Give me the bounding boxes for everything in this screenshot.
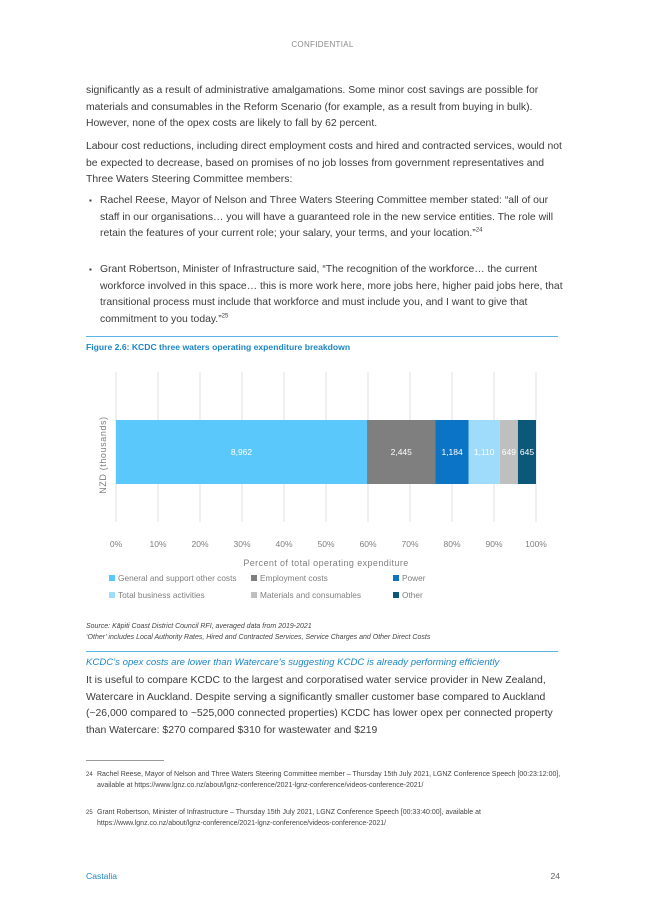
legend-label: Materials and consumables: [260, 590, 361, 600]
footnote-24: [86, 770, 562, 791]
data-label: 8,962: [230, 447, 253, 457]
chart-x-ticks: [110, 539, 547, 549]
callout-heading: KCDC’s opex costs are lower than Watercare’s suggesting KCDC is already performing efficiently: [86, 657, 500, 668]
legend-swatch: [251, 575, 257, 581]
paragraph-2: Labour cost reductions, including direct employment costs and hired and contracted services, would not be expected to decrease, based on promises of no job losses from government representatives and Three Waters Steering Committee members:: [86, 141, 562, 185]
figure-source: Source: Kāpiti Coast District Council RFI, averaged data from 2019-2021: [86, 623, 312, 630]
paragraph-3: It is useful to compare KCDC to the largest and corporatised water service provider in New Zealand, Watercare in Auckland. Despite serving a significantly smaller customer base compared to Auckland (~26,000 compared to ~525,000 connected properties) KCDC has lower opex per connected property than Watercare: $270 compared $310 for wastewater and $219: [86, 675, 553, 736]
bullet-item-1: [89, 193, 564, 243]
legend-swatch: [109, 592, 115, 598]
footnote-25: [86, 808, 562, 829]
data-label: 649: [501, 447, 516, 457]
figure-note: ‘Other’ includes Local Authority Rates, Hired and Contracted Services, Service Charges and Other Direct Costs: [86, 634, 431, 641]
legend-swatch: [393, 575, 399, 581]
bullet-2-text: Grant Robertson, Minister of Infrastructure said, “The recognition of the workforce… the current workforce involved in this space… this is more work here, more jobs here, higher paid jobs here, that transitional process must include that workforce and must include you, and I want to give that commitment to you today.”: [100, 264, 563, 325]
legend-label: Total business activities: [118, 590, 205, 600]
confidential-header: CONFIDENTIAL: [291, 40, 354, 49]
footnote-ref-25[interactable]: 25: [221, 313, 229, 320]
footnote-text: Grant Robertson, Minister of Infrastructure – Thursday 15th July 2021, LGNZ Conference Speech [00:33:40:00], available at https://www.lgnz.co.nz/about/lgnz-conference/2021-lgnz-conference/videos-conference-2021/: [97, 809, 481, 827]
x-tick-label: 0%: [109, 539, 123, 549]
x-tick-label: 90%: [485, 539, 503, 549]
paragraph-1: significantly as a result of administrative amalgamations. Some minor cost savings are possible for materials and consumables in the Reform Scenario (for example, as a result from buying in bulk). However, none of the opex costs are likely to fall by 62 percent.: [86, 85, 539, 129]
x-tick-label: 20%: [191, 539, 209, 549]
figure-top-rule: [86, 336, 558, 337]
chart-x-axis-label: Percent of total operating expenditure: [243, 558, 409, 568]
data-label: 645: [519, 447, 535, 457]
x-tick-label: 50%: [317, 539, 335, 549]
data-label: 1,184: [441, 447, 463, 457]
bullet-marker: ▪: [89, 196, 92, 205]
figure-title: Figure 2.6: KCDC three waters operating expenditure breakdown: [86, 342, 351, 352]
bullet-item-2: [89, 262, 564, 328]
legend-label: Power: [402, 573, 426, 583]
x-tick-label: 30%: [233, 539, 251, 549]
footnote-number: 24: [86, 772, 93, 778]
footnote-ref-24[interactable]: 24: [475, 227, 483, 234]
chart-y-axis-label: NZD (thousands): [98, 416, 108, 494]
x-tick-label: 10%: [149, 539, 167, 549]
legend-label: Employment costs: [260, 573, 328, 583]
legend-label: Other: [402, 590, 423, 600]
x-tick-label: 60%: [359, 539, 377, 549]
x-tick-label: 100%: [525, 539, 547, 549]
bullet-marker: ▪: [89, 265, 92, 274]
legend-label: General and support other costs: [118, 573, 237, 583]
x-tick-label: 80%: [443, 539, 461, 549]
x-tick-label: 70%: [401, 539, 419, 549]
footnote-number: 25: [86, 810, 93, 816]
legend-swatch: [251, 592, 257, 598]
bullet-1-text: Rachel Reese, Mayor of Nelson and Three Waters Steering Committee member stated: “all of our staff in our organisations… you will have a guaranteed role in the new service entities. The role will retain the features of your current role; your salary, your terms, and your location.”: [100, 195, 554, 239]
legend-swatch: [109, 575, 115, 581]
data-label: 1,110: [473, 447, 495, 457]
page-number: 24: [550, 871, 560, 881]
opex-breakdown-chart: [86, 362, 560, 614]
footer-brand: Castalia: [86, 871, 118, 881]
figure-bottom-rule: [86, 651, 558, 652]
legend-swatch: [393, 592, 399, 598]
data-label: 2,445: [390, 447, 412, 457]
footnote-text: Rachel Reese, Mayor of Nelson and Three Waters Steering Committee member – Thursday 15th July 2021, LGNZ Conference Speech [00:23:12:00], available at https://www.lgnz.co.nz/about/lgnz-conference/2021-lgnz-conference/videos-conference-2021/: [97, 771, 561, 789]
x-tick-label: 40%: [275, 539, 293, 549]
footnote-divider: [86, 760, 164, 761]
chart-legend: [109, 573, 426, 600]
